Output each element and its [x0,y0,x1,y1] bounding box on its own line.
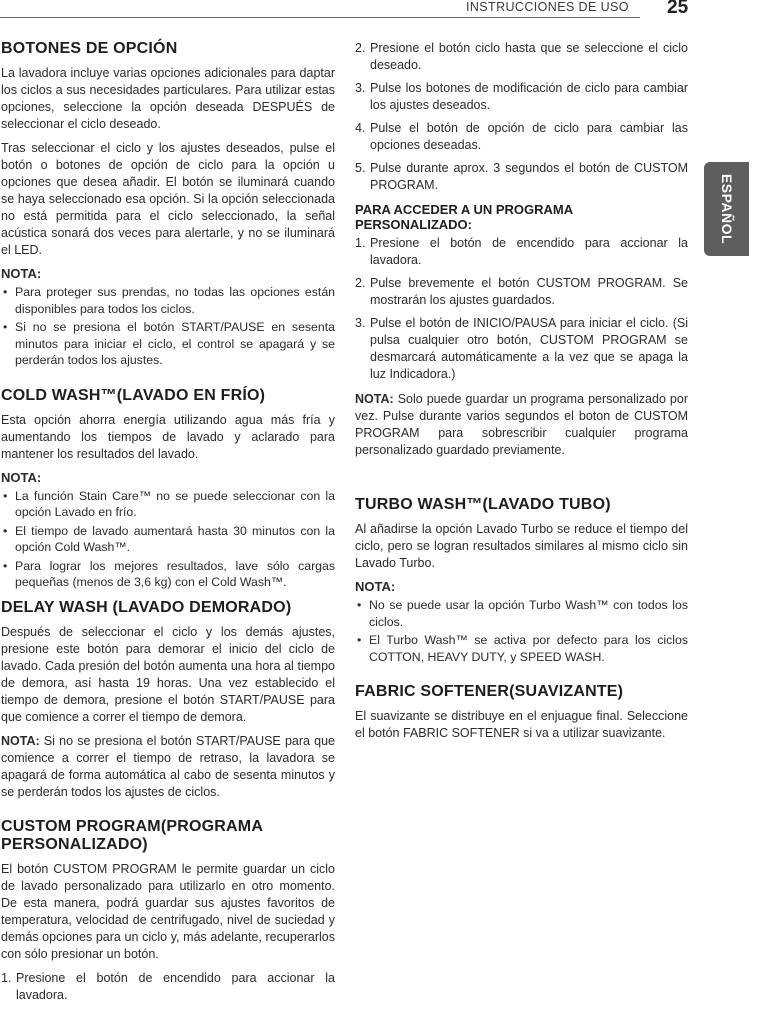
list-item: • No se puede usar la opción Turbo Wash™ con todos los ciclos. [355,597,688,630]
access-program-title-line-1: PARA ACCEDER A UN PROGRAMA [355,202,574,217]
step-text: Pulse los botones de modificación de ciclo para cambiar los ajustes deseados. [370,81,688,112]
list-item [355,80,688,114]
delay-wash-title: DELAY WASH (LAVADO DEMORADO) [1,598,292,616]
step-number: 1. [355,236,366,250]
custom-program-paragraph: El botón CUSTOM PROGRAM le permite guardar un ciclo de lavado personalizado para utilizarlo en otro momento. De esta manera, podrá guardar sus ajustes favoritos de temperatura, velocidad de centrifugado, nivel de suciedad y demás opciones para un ciclo y, más adelante, recuperarlos con sólo presionar un botón. [1,861,335,961]
step-text: Pulse el botón de opción de ciclo para cambiar las opciones deseadas. [370,121,688,152]
cold-wash-notes [1,488,335,591]
custom-program-title-line-1: CUSTOM PROGRAM(PROGRAMA [1,817,264,835]
turbo-wash-note-label: NOTA: [355,579,396,594]
list-item: • El tiempo de lavado aumentará hasta 30 minutos con la opción Cold Wash™. [1,523,335,556]
cold-wash-paragraph: Esta opción ahorra energía utilizando agua más fría y aumentando los tiempos de lavado y aclarado para mantener los resultados del lavado. [1,412,335,461]
access-program-section [355,202,688,459]
header-title: INSTRUCCIONES DE USO [466,0,629,14]
header-rule [0,17,640,18]
language-tab-label: ESPAÑOL [718,173,735,245]
delay-wash-note [1,733,335,801]
custom-program-steps-continued [355,40,688,194]
list-item [355,120,688,154]
list-item [355,235,688,269]
cold-wash-title: COLD WASH™(LAVADO EN FRÍO) [1,386,266,404]
fabric-softener-title: FABRIC SOFTENER(SUAVIZANTE) [355,683,624,700]
step-text: Pulse brevemente el botón CUSTOM PROGRAM. Se mostrarán los ajustes guardados. [370,276,688,307]
step-number: 5. [355,161,366,175]
delay-wash-note-label: NOTA: [1,733,40,748]
access-program-title [355,202,688,232]
options-paragraph-1: La lavadora incluye varias opciones adicionales para daptar los ciclos a sus necesidades particulares. Para utilizar estas opciones, seleccione la opción deseada DESPUÉS de seleccionar el ciclo deseado. [1,66,335,131]
cold-wash-section [1,387,335,591]
fabric-softener-section [355,683,688,742]
step-text: Pulse durante aprox. 3 segundos el botón de CUSTOM PROGRAM. [370,161,688,192]
step-text: Presione el botón ciclo hasta que se seleccione el ciclo deseado. [370,41,688,72]
custom-program-section [1,818,335,1004]
list-item [355,160,688,194]
list-item: • Si no se presiona el botón START/PAUSE en sesenta minutos para iniciar el ciclo, el control se apagará y se perderán todos los ajustes. [1,319,335,369]
delay-wash-note-text: Si no se presiona el botón START/PAUSE para que comience a correr el tiempo de retraso, la lavadora se apagará de forma automática al cabo de sesenta minutos y se perderán todos los ajustes de ciclos. [1,733,335,799]
list-item [355,40,688,74]
list-item: • Para lograr los mejores resultados, lave sólo cargas pequeñas (menos de 3,6 kg) con el Cold Wash™. [1,558,335,591]
delay-wash-section [1,599,335,801]
list-item [355,315,688,383]
options-paragraph-2: Tras seleccionar el ciclo y los ajustes deseados, pulse el botón o botones de opción de ciclo para la opción u opciones que desea añadir. El botón se iluminará cuando se haya seleccionado esa opción. Si la opción seleccionada no está permitida para el ciclo seleccionado, la señal acústica sonará dos veces para alertarle, y no se iluminará el LED. [1,141,335,257]
step-number: 4. [355,121,366,135]
step-number: 3. [355,316,366,330]
turbo-wash-title: TURBO WASH™(LAVADO TUBO) [355,496,611,513]
list-item: • La función Stain Care™ no se puede seleccionar con la opción Lavado en frío. [1,488,335,521]
custom-program-title [1,818,335,854]
turbo-wash-paragraph: Al añadirse la opción Lavado Turbo se reduce el tiempo del ciclo, pero se logran resultados similares al mismo ciclo sin Lavado Turbo. [355,522,688,570]
access-program-steps [355,235,688,383]
turbo-wash-section [355,496,688,665]
access-program-note-text: Solo puede guardar un programa personalizado por vez. Pulse durante varios segundos el boton de CUSTOM PROGRAM para sobrescribir cualquier programa personalizado guardado previamente. [355,392,688,457]
step-text: Presione el botón de encendido para accionar la lavadora. [370,236,688,267]
fabric-softener-paragraph: El suavizante se distribuye en el enjuague final. Seleccione el botón FABRIC SOFTENER si va a utilizar suavizante. [355,709,688,740]
right-column [355,40,688,749]
options-title: BOTONES DE OPCIÓN [1,40,178,57]
custom-program-title-line-2: PERSONALIZADO) [1,835,148,853]
delay-wash-paragraph: Después de seleccionar el ciclo y los demás ajustes, presione este botón para demorar el inicio del ciclo de lavado. Cada presión del botón aumenta una hora al tiempo de demora, así hasta 19 horas. Una vez establecido el tiempo de demora, presione el botón START/PAUSE para que comience a correr el tiempo de demora. [1,624,335,724]
language-tab [704,162,749,256]
left-column [1,40,335,1012]
options-note-label: NOTA: [1,266,42,281]
access-program-note [355,391,688,459]
list-item: • Para proteger sus prendas, no todas las opciones están disponibles para todos los ciclos. [1,284,335,317]
options-notes [1,284,335,369]
step-number: 3. [355,81,366,95]
page-number: 25 [667,0,689,18]
access-program-note-label: NOTA: [355,392,394,406]
step-text: Pulse el botón de INICIO/PAUSA para iniciar el ciclo. (Si pulsa cualquier otro botón, CUSTOM PROGRAM se desmarcará automáticamente a la vez que se apaga la luz Indicadora.) [370,316,688,381]
options-section [1,40,335,369]
turbo-wash-notes [355,597,688,665]
list-item: • El Turbo Wash™ se activa por defecto para los ciclos COTTON, HEAVY DUTY, y SPEED WASH. [355,632,688,665]
step-number: 2. [355,276,366,290]
step-number: 1. [1,970,12,985]
cold-wash-note-label: NOTA: [1,469,42,485]
custom-program-steps [1,970,335,1004]
step-text: Presione el botón de encendido para accionar la lavadora. [16,970,335,1002]
list-item [355,275,688,309]
step-number: 2. [355,41,366,55]
access-program-title-line-2: PERSONALIZADO: [355,217,472,232]
list-item [1,970,335,1004]
